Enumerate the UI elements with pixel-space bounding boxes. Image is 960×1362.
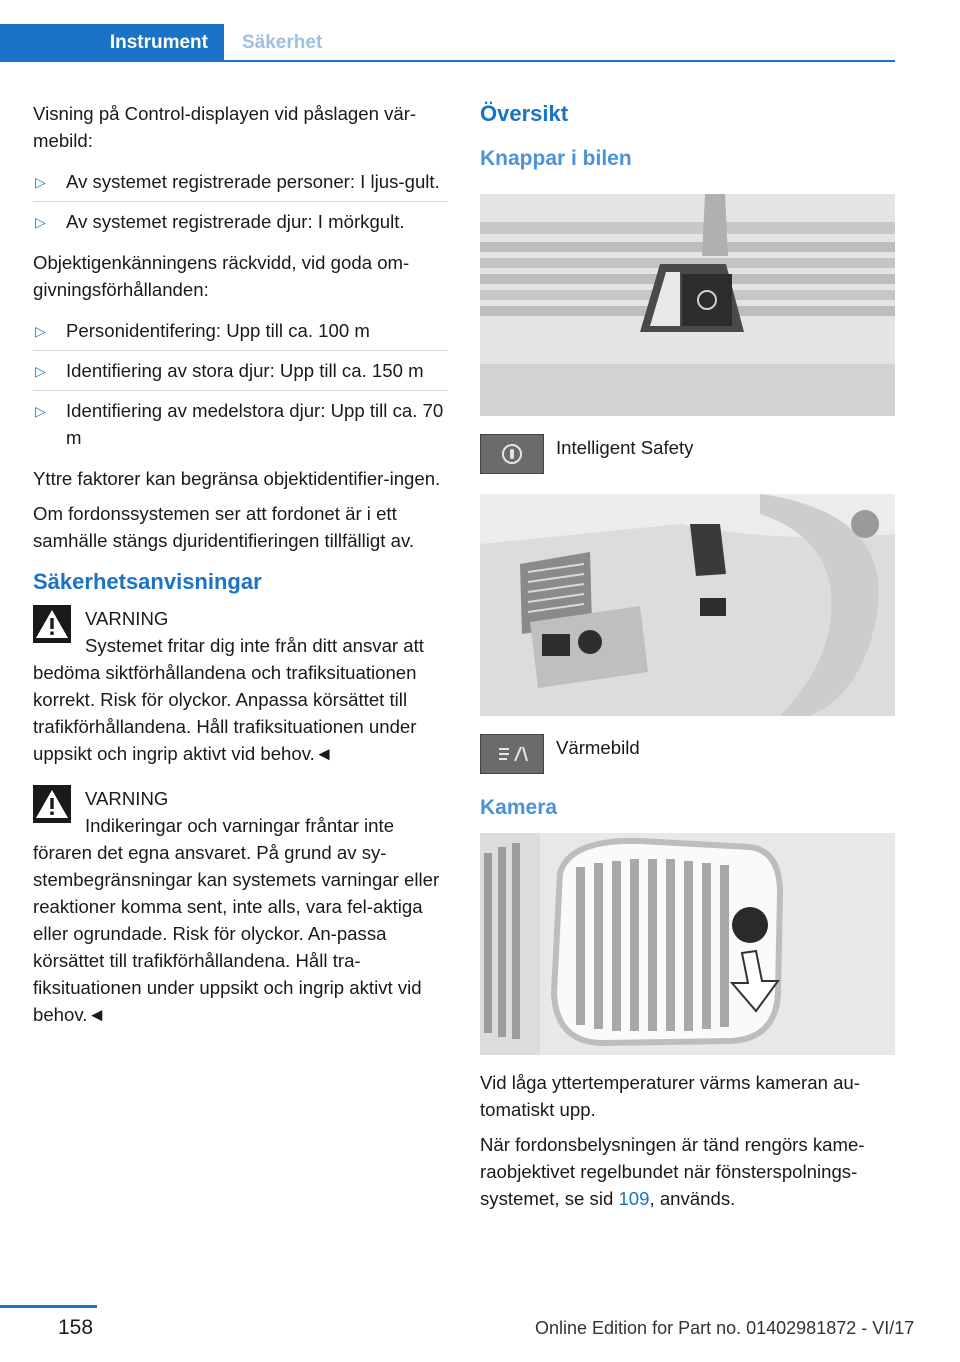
safety-heading: Säkerhetsanvisningar (33, 569, 262, 594)
list-item: ▷ Identifiering av stora djur: Upp till ca. 150 m (33, 351, 448, 391)
dashboard-illustration (480, 494, 895, 716)
factors-text: Yttre faktorer kan begränsa objektidentifier-ingen. (33, 468, 441, 489)
camera-heating-text: Vid låga yttertemperaturer värms kameran au-tomatiskt upp. (480, 1072, 860, 1120)
warning-label: VARNING (85, 788, 169, 809)
camera-photo (480, 833, 895, 1055)
intelligent-safety-label: Intelligent Safety (556, 437, 694, 458)
list-item: ▷ Personidentifering: Upp till ca. 100 m (33, 311, 448, 351)
warning-text: Indikeringar och varningar fråntar inte föraren det egna ansvaret. På grund av sy-stembegränsningar kan systemets varningar eller reaktioner komma sent, inte alls, vara fel-aktiga eller ogrundade. Risk för olyckor. An-passa körsättet till trafikförhållandena. Håll tra-fiksituationen under uppsikt och ingrip aktivt vid behov.◄ (33, 815, 440, 1025)
display-list (33, 162, 448, 241)
camera-cleaning-text: När fordonsbelysningen är tänd rengörs kame-raobjektivet regelbundet när fönsterspolnings-systemet, se sid 109, används. (480, 1134, 865, 1209)
thermal-image-label: Värmebild (556, 737, 640, 758)
range-intro-text: Objektigenkänningens räckvidd, vid goda om-givningsförhållanden: (33, 252, 410, 300)
warning-block (33, 785, 448, 1028)
warning-text: Systemet fritar dig inte från ditt ansvar att bedöma siktförhållandena och trafiksituationen korrekt. Risk för olyckor. Anpassa körsättet till trafikförhållandena. Håll trafiksituationen under uppsikt och ingrip aktivt vid behov.◄ (33, 635, 424, 764)
triangle-bullet-icon: ▷ (35, 174, 46, 190)
page-reference-link[interactable]: 109 (618, 1188, 650, 1209)
right-column (480, 100, 895, 1220)
left-column (33, 100, 448, 1046)
triangle-bullet-icon: ▷ (35, 403, 46, 419)
edition-text: Online Edition for Part no. 01402981872 - VI/17 (535, 1318, 915, 1338)
tab-underline (224, 60, 895, 62)
footer-accent-line (0, 1305, 97, 1308)
urban-text: Om fordonssystemen ser att fordonet är i ett samhälle stängs djuridentifieringen tillfälligt av. (33, 503, 415, 551)
camera-heading: Kamera (480, 796, 558, 819)
intro-text: Visning på Control-displayen vid påslagen vär-mebild: (33, 103, 417, 151)
triangle-bullet-icon: ▷ (35, 363, 46, 379)
warning-block (33, 605, 448, 767)
chapter-tabs (0, 24, 895, 62)
dashboard-photo (480, 494, 895, 716)
intelligent-safety-button-icon (480, 434, 544, 474)
warning-triangle-icon (33, 785, 71, 823)
buttons-heading: Knappar i bilen (480, 147, 632, 170)
list-item: ▷ Av systemet registrerade personer: I ljus-gult. (33, 162, 448, 202)
page-number: 158 (58, 1316, 94, 1339)
tab-sakerhet[interactable]: Säkerhet (242, 32, 323, 53)
kidney-grille-camera-illustration (480, 833, 895, 1055)
list-item: ▷ Av systemet registrerade djur: I mörkgult. (33, 202, 448, 241)
warning-label: VARNING (85, 608, 169, 629)
thermal-image-button-icon (480, 734, 544, 774)
console-button-illustration (480, 194, 895, 416)
range-list (33, 311, 448, 457)
button-intelligent-safety-row (480, 434, 895, 474)
triangle-bullet-icon: ▷ (35, 323, 46, 339)
tab-instrument[interactable]: Instrument (0, 24, 224, 62)
triangle-bullet-icon: ▷ (35, 214, 46, 230)
warning-triangle-icon (33, 605, 71, 643)
center-console-photo (480, 194, 895, 416)
overview-heading: Översikt (480, 101, 569, 126)
list-item: ▷ Identifiering av medelstora djur: Upp till ca. 70 m (35, 400, 444, 448)
button-thermal-image-row (480, 734, 895, 774)
